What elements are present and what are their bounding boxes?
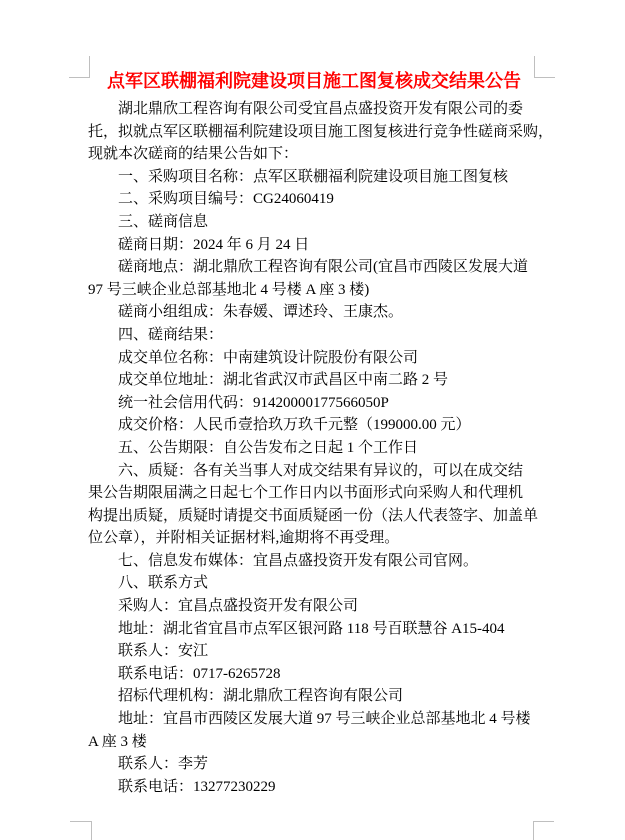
document-line: 97 号三峡企业总部基地北 4 号楼 A 座 3 楼) — [88, 281, 370, 298]
document-line: A 座 3 楼 — [88, 733, 147, 750]
document-line: 构提出质疑，质疑时请提交书面质疑函一份（法人代表签字、加盖单 — [88, 507, 539, 524]
document-line: 托，拟就点军区联棚福利院建设项目施工图复核进行竞争性磋商采购， — [88, 123, 554, 140]
document-line: 联系人：李芳 — [118, 756, 209, 773]
document-line: 一、采购项目名称：点军区联棚福利院建设项目施工图复核 — [118, 168, 509, 185]
document-body — [88, 98, 554, 798]
document-line: 联系电话：13277230229 — [118, 778, 276, 795]
document-line: 五、公告期限：自公告发布之日起 1 个工作日 — [118, 439, 419, 456]
document-line: 招标代理机构：湖北鼎欣工程咨询有限公司 — [118, 688, 404, 705]
margin-crop-mark-bottom-right — [533, 821, 554, 840]
margin-crop-mark-top-left — [69, 56, 90, 78]
document-line: 成交单位地址：湖北省武汉市武昌区中南二路 2 号 — [118, 372, 449, 389]
document-line: 八、联系方式 — [118, 575, 209, 592]
document-line: 果公告期限届满之日起七个工作日内以书面形式向采购人和代理机 — [88, 485, 524, 502]
document-line: 采购人：宜昌点盛投资开发有限公司 — [118, 598, 359, 615]
document-line: 现就本次磋商的结果公告如下： — [88, 146, 299, 163]
document-line: 成交价格：人民币壹拾玖万玖千元整（199000.00 元） — [118, 417, 471, 434]
document-line: 磋商地点：湖北鼎欣工程咨询有限公司(宜昌市西陵区发展大道 — [118, 259, 528, 276]
document-line: 磋商日期：2024 年 6 月 24 日 — [118, 236, 310, 253]
document-line: 成交单位名称：中南建筑设计院股份有限公司 — [118, 349, 419, 366]
page-title: 点军区联棚福利院建设项目施工图复核成交结果公告 — [107, 71, 521, 91]
document-line: 六、质疑：各有关当事人对成交结果有异议的，可以在成交结 — [118, 462, 524, 479]
document-line: 磋商小组组成：朱春媛、谭述玲、王康杰。 — [118, 304, 404, 321]
document-line: 位公章），并附相关证据材料,逾期将不再受理。 — [88, 530, 400, 547]
margin-crop-mark-bottom-left — [70, 821, 92, 840]
document-line: 联系电话：0717-6265728 — [118, 665, 281, 682]
document-line: 统一社会信用代码：91420000177566050P — [118, 394, 389, 411]
document-content — [88, 64, 554, 798]
document-line: 地址：湖北省宜昌市点军区银河路 118 号百联慧谷 A15-404 — [118, 620, 505, 637]
document-line: 湖北鼎欣工程咨询有限公司受宜昌点盛投资开发有限公司的委 — [118, 101, 524, 117]
document-line: 联系人：安江 — [118, 643, 209, 660]
document-line: 三、磋商信息 — [118, 213, 209, 230]
document-line: 七、信息发布媒体：宜昌点盛投资开发有限公司官网。 — [118, 552, 479, 569]
document-line: 二、采购项目编号：CG24060419 — [118, 191, 334, 208]
document-line: 地址：宜昌市西陵区发展大道 97 号三峡企业总部基地北 4 号楼 — [118, 711, 531, 728]
document-line: 四、磋商结果： — [118, 326, 224, 343]
